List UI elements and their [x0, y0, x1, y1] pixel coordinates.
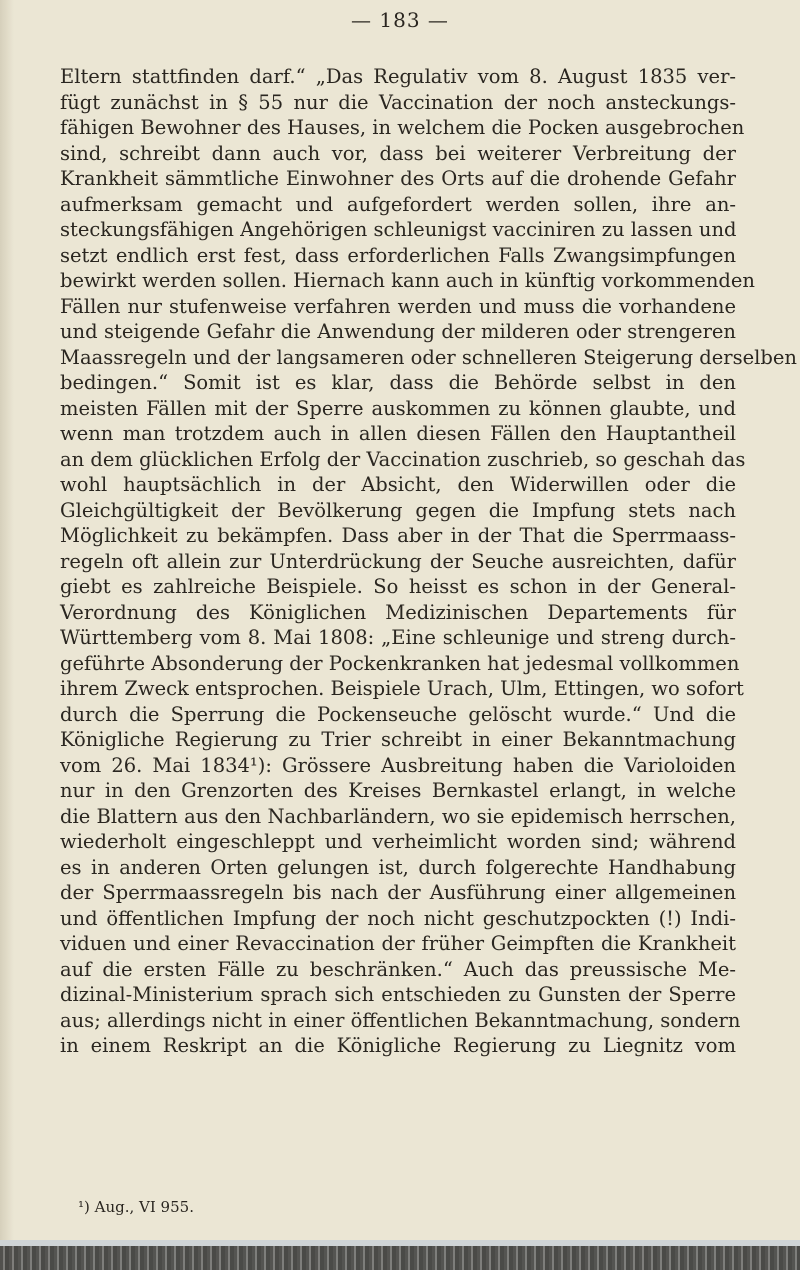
text-line: viduen und einer Revaccination der früher Geimpften die Krankheit — [60, 932, 736, 955]
text-line: aufmerksam gemacht und aufgefordert werden sollen, ihre an- — [60, 192, 736, 216]
page-edge-shadow — [0, 0, 14, 1270]
text-line: Verordnung des Königlichen Medizinischen Departements für — [60, 600, 736, 624]
text-line: Maassregeln und der langsameren oder schnelleren Steigerung derselben — [60, 345, 797, 369]
text-line: sind, schreibt dann auch vor, dass bei weiterer Verbreitung der — [60, 141, 736, 165]
text-line: und steigende Gefahr die Anwendung der milderen oder strengeren — [60, 320, 736, 343]
text-line: durch die Sperrung die Pockenseuche gelöscht wurde.“ Und die — [60, 702, 736, 726]
text-line: steckungsfähigen Angehörigen schleunigst vacciniren zu lassen und — [60, 218, 737, 241]
text-line: vom 26. Mai 1834¹): Grössere Ausbreitung haben die Varioloiden — [60, 753, 736, 777]
page-number: — 183 — — [351, 8, 449, 32]
text-line: Fällen nur stufenweise verfahren werden und muss die vorhandene — [60, 294, 736, 318]
text-line: fähigen Bewohner des Hauses, in welchem die Pocken ausgebrochen — [60, 116, 745, 139]
text-line: Eltern stattfinden darf.“ „Das Regulativ vom 8. August 1835 ver- — [60, 65, 736, 88]
text-line: Krankheit sämmtliche Einwohner des Orts auf die drohende Gefahr — [60, 167, 736, 190]
body-text — [60, 64, 797, 1059]
text-line: Möglichkeit zu bekämpfen. Dass aber in der That die Sperrmaass- — [60, 524, 736, 547]
text-line: bedingen.“ Somit ist es klar, dass die Behörde selbst in den — [60, 371, 736, 394]
text-line: es in anderen Orten gelungen ist, durch folgerechte Handhabung — [60, 855, 736, 879]
text-line: fügt zunächst in § 55 nur die Vaccination der noch ansteckungs- — [60, 90, 736, 114]
text-line: dizinal-Ministerium sprach sich entschieden zu Gunsten der Sperre — [60, 983, 736, 1006]
text-line: nur in den Grenzorten des Kreises Bernkastel erlangt, in welche — [60, 779, 736, 802]
footnote: ¹) Aug., VI 955. — [78, 1198, 194, 1216]
text-line: ihrem Zweck entsprochen. Beispiele Urach, Ulm, Ettingen, wo sofort — [60, 677, 744, 700]
scan-edge-band — [0, 1246, 800, 1270]
text-line: und öffentlichen Impfung der noch nicht geschutzpockten (!) Indi- — [60, 906, 736, 930]
text-line: bewirkt werden sollen. Hiernach kann auch in künftig vorkommenden — [60, 269, 755, 292]
text-line: in einem Reskript an die Königliche Regierung zu Liegnitz vom — [60, 1034, 736, 1057]
text-line: geführte Absonderung der Pockenkranken hat jedesmal vollkommen — [60, 651, 740, 675]
text-line: wenn man trotzdem auch in allen diesen Fällen den Hauptantheil — [60, 422, 736, 445]
text-line: setzt endlich erst fest, dass erforderlichen Falls Zwangsimpfungen — [60, 243, 736, 267]
text-line: giebt es zahlreiche Beispiele. So heisst es schon in der General- — [60, 575, 736, 598]
text-line: aus; allerdings nicht in einer öffentlichen Bekanntmachung, sondern — [60, 1008, 741, 1032]
text-line: auf die ersten Fälle zu beschränken.“ Auch das preussische Me- — [60, 957, 736, 981]
text-line: wohl hauptsächlich in der Absicht, den Widerwillen oder die — [60, 473, 736, 496]
text-line: Württemberg vom 8. Mai 1808: „Eine schleunige und streng durch- — [60, 626, 736, 649]
text-line: wiederholt eingeschleppt und verheimlicht worden sind; während — [60, 830, 736, 853]
text-line: regeln oft allein zur Unterdrückung der Seuche ausreichten, dafür — [60, 549, 736, 573]
text-line: meisten Fällen mit der Sperre auskommen zu können glaubte, und — [60, 396, 736, 420]
text-line: der Sperrmaassregeln bis nach der Ausführung einer allgemeinen — [60, 881, 736, 904]
text-line: Gleichgültigkeit der Bevölkerung gegen die Impfung stets nach — [60, 498, 736, 522]
text-line: die Blattern aus den Nachbarländern, wo sie epidemisch herrschen, — [60, 804, 736, 828]
text-line: an dem glücklichen Erfolg der Vaccination zuschrieb, so geschah das — [60, 447, 746, 471]
text-line: Königliche Regierung zu Trier schreibt in einer Bekanntmachung — [60, 728, 736, 751]
